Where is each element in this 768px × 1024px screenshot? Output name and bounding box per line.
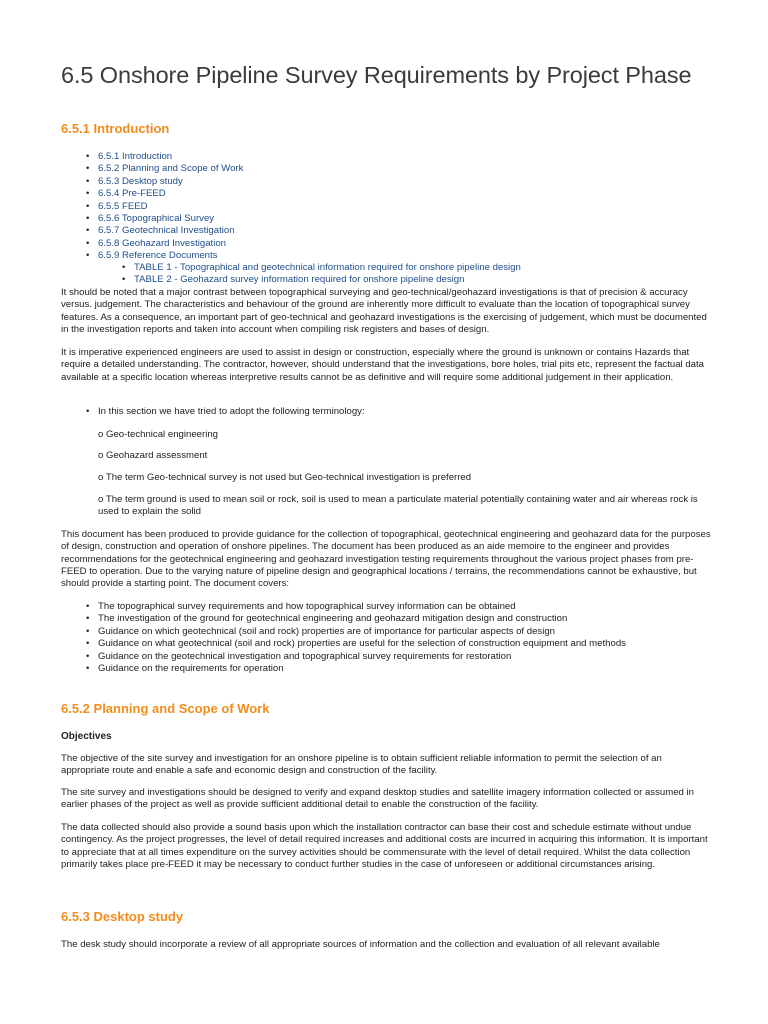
list-item: • Guidance on which geotechnical (soil and rock) properties are of importance for particular aspects of design — [86, 626, 626, 638]
toc-sublist — [122, 262, 521, 287]
toc-item — [86, 238, 243, 250]
toc-link-table-2[interactable]: TABLE 2 - Geohazard survey information required for onshore pipeline design — [134, 274, 465, 286]
term-item: o The term Geo-technical survey is not used but Geo-technical investigation is preferred — [98, 472, 472, 483]
toc-link-desktop-study[interactable]: 6.5.3 Desktop study — [98, 175, 183, 187]
toc-link-introduction[interactable]: 6.5.1 Introduction — [98, 151, 173, 162]
page-title: 6.5 Onshore Pipeline Survey Requirements by Project Phase — [61, 62, 692, 88]
list-item: • The topographical survey requirements and how topographical survey information can be obtained — [86, 601, 626, 613]
toc-link-table-1[interactable]: TABLE 1 - Topographical and geotechnical information required for onshore pipeline design — [134, 262, 521, 273]
toc-item — [86, 188, 243, 200]
document-covers-list — [86, 601, 626, 675]
paragraph-objective: The objective of the site survey and investigation for an onshore pipeline is to obtain sufficient reliable information to permit the selection of an appropriate route and enable a safe and economic design and construction of the facility. — [61, 753, 662, 777]
toc-item — [86, 163, 243, 175]
term-item: o Geo-technical engineering — [98, 429, 219, 440]
toc-link-planning[interactable]: 6.5.2 Planning and Scope of Work — [98, 163, 244, 175]
toc-item — [86, 213, 243, 225]
toc-item — [86, 176, 243, 188]
list-item: • Guidance on the requirements for operation — [86, 663, 626, 675]
toc-link-pre-feed[interactable]: 6.5.4 Pre-FEED — [98, 188, 166, 200]
toc-link-feed[interactable]: 6.5.5 FEED — [98, 200, 148, 212]
section-heading-introduction: 6.5.1 Introduction — [61, 121, 170, 136]
term-item: o The term ground is used to mean soil or rock, soil is used to mean a particulate material potentially containing water and air whereas rock is used to explain the solid — [98, 494, 698, 518]
toc-subitem — [122, 262, 521, 274]
paragraph-data-collected: The data collected should also provide a sound basis upon which the installation contractor can base their cost and schedule estimate without undue contingency. As the project progresses, the level of detail required increases and additional costs are incurred in acquiring this information. It is important to appreciate that at all times expenditure on the survey activities should be commensurate with the level of detail required. Whilst the data collection primarily takes place pre-FEED it may be necessary to conduct further studies in the case of unforeseen or additional circumstances arising. — [61, 822, 708, 870]
toc-item — [86, 250, 243, 262]
terminology-list — [86, 406, 365, 418]
table-of-contents — [86, 151, 243, 263]
toc-subitem — [122, 274, 521, 286]
toc-link-geohazard-investigation[interactable]: 6.5.8 Geohazard Investigation — [98, 237, 227, 249]
list-item: • Guidance on the geotechnical investigation and topographical survey requirements for restoration — [86, 651, 626, 663]
paragraph-precision-vs-judgement: It should be noted that a major contrast between topographical surveying and geo-technical/geohazard investigations is that of precision & accuracy versus. judgement. The characteristics and behaviour of the ground are inherently more difficult to evaluate than the location of topographical survey features. As a consequence, an important part of geo-technical and geohazard investigations is the exercising of judgement, which must be documented in the investigation reports and taken into account when compiling risk registers and bases of design. — [61, 287, 707, 335]
paragraph-desk-study: The desk study should incorporate a review of all appropriate sources of information and the collection and evaluation of all relevant available — [61, 939, 660, 950]
toc-item — [86, 151, 243, 163]
paragraph-experienced-engineers: It is imperative experienced engineers are used to assist in design or construction, especially where the ground is unknown or contains Hazards that require a detailed understanding. The contractor, however, should understand that the investigations, bore holes, trial pits etc, represent the factual data available at a specific location whereas interpretive results cannot be as definitive and will require some additional judgement in their application. — [61, 347, 705, 383]
toc-item — [86, 225, 243, 237]
list-item: • The investigation of the ground for geotechnical engineering and geohazard mitigation design and construction — [86, 613, 626, 625]
subheading-objectives: Objectives — [61, 731, 112, 742]
list-item: • Guidance on what geotechnical (soil and rock) properties are useful for the selection of construction equipment and methods — [86, 638, 626, 650]
paragraph-site-survey: The site survey and investigations should be designed to verify and expand desktop studies and satellite imagery information collected or assumed in earlier phases of the project as well as provide sufficient additional detail to enable the construction of the facility. — [61, 787, 695, 811]
section-heading-desktop-study: 6.5.3 Desktop study — [61, 909, 184, 924]
toc-link-reference-documents[interactable]: 6.5.9 Reference Documents — [98, 250, 218, 262]
term-item: o Geohazard assessment — [98, 450, 208, 461]
toc-link-topographical-survey[interactable]: 6.5.6 Topographical Survey — [98, 212, 215, 224]
toc-item — [86, 201, 243, 213]
list-item: • In this section we have tried to adopt the following terminology: — [86, 406, 365, 418]
paragraph-document-purpose: This document has been produced to provide guidance for the collection of topographical, geotechnical engineering and geohazard data for the purposes of design, construction and operation of onshore pipelines. The document has been produced as an aide memoire to the engineer and provides recommendations for the geotechnical engineering and geohazard investigation testing requirements throughout the various project phases from pre-FEED to operation. Due to the varying nature of pipeline design and geographical locations / terrains, the recommendations cannot be exhaustive, but should provide a starting point. The document covers: — [61, 529, 711, 590]
toc-link-geotechnical-investigation[interactable]: 6.5.7 Geotechnical Investigation — [98, 225, 235, 237]
section-heading-planning: 6.5.2 Planning and Scope of Work — [61, 701, 270, 716]
